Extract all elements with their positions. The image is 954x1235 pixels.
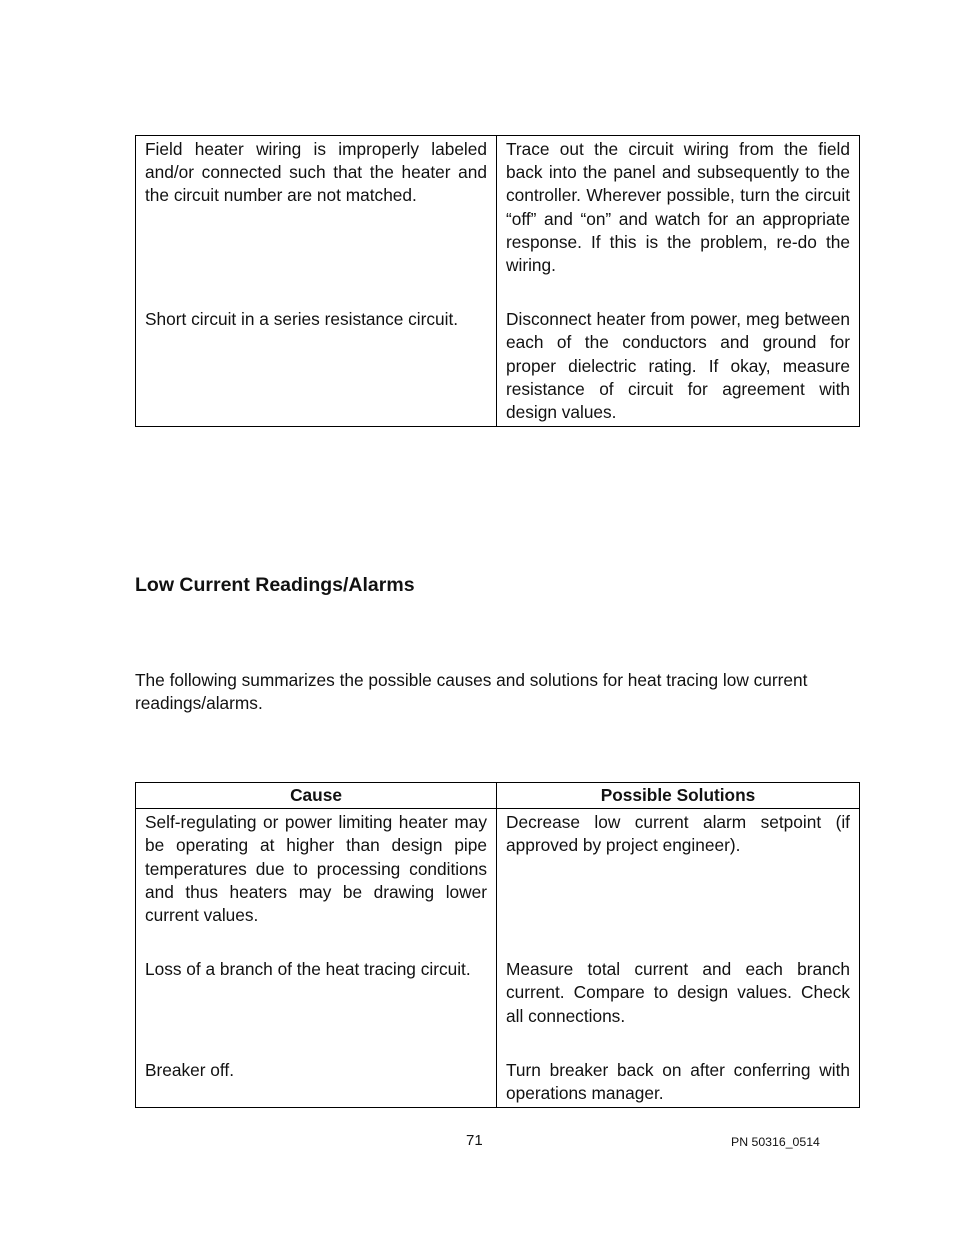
row-spacer xyxy=(136,1028,860,1059)
intro-paragraph: The following summarizes the possible causes and solutions for heat tracing low current readings/alarms. xyxy=(135,670,808,714)
row-spacer xyxy=(136,927,860,958)
header-possible-solutions: Possible Solutions xyxy=(497,783,860,809)
table-header-row xyxy=(136,783,860,809)
cause-cell: Breaker off. xyxy=(136,1059,497,1108)
solution-cell: Turn breaker back on after conferring with operations manager. xyxy=(497,1059,860,1108)
table-row xyxy=(136,308,860,427)
header-cause: Cause xyxy=(136,783,497,809)
row-spacer xyxy=(136,277,860,308)
cause-cell: Loss of a branch of the heat tracing circuit. xyxy=(136,958,497,1028)
cause-cell: Field heater wiring is improperly labeled and/or connected such that the heater and the circuit number are not matched. xyxy=(136,136,497,278)
table-row xyxy=(136,809,860,928)
part-number: PN 50316_0514 xyxy=(731,1135,820,1149)
table-row xyxy=(136,958,860,1028)
cause-cell: Self-regulating or power limiting heater may be operating at higher than design pipe temperatures due to processing conditions and thus heaters may be drawing lower current values. xyxy=(136,809,497,928)
low-current-table xyxy=(135,782,860,1108)
cause-cell: Short circuit in a series resistance circuit. xyxy=(136,308,497,427)
solution-cell: Decrease low current alarm setpoint (if approved by project engineer). xyxy=(497,809,860,928)
section-heading: Low Current Readings/Alarms xyxy=(135,574,415,596)
solution-cell: Measure total current and each branch current. Compare to design values. Check all connections. xyxy=(497,958,860,1028)
page-number: 71 xyxy=(466,1132,483,1149)
solution-cell: Trace out the circuit wiring from the field back into the panel and subsequently to the controller. Wherever possible, turn the circuit “off” and “on” and watch for an appropriate response. If this is the problem, re-do the wiring. xyxy=(497,136,860,278)
table-row xyxy=(136,1059,860,1108)
solution-cell: Disconnect heater from power, meg between each of the conductors and ground for proper dielectric rating. If okay, measure resistance of circuit for agreement with design values. xyxy=(497,308,860,427)
troubleshooting-table-continued xyxy=(135,135,860,427)
table-row xyxy=(136,136,860,278)
